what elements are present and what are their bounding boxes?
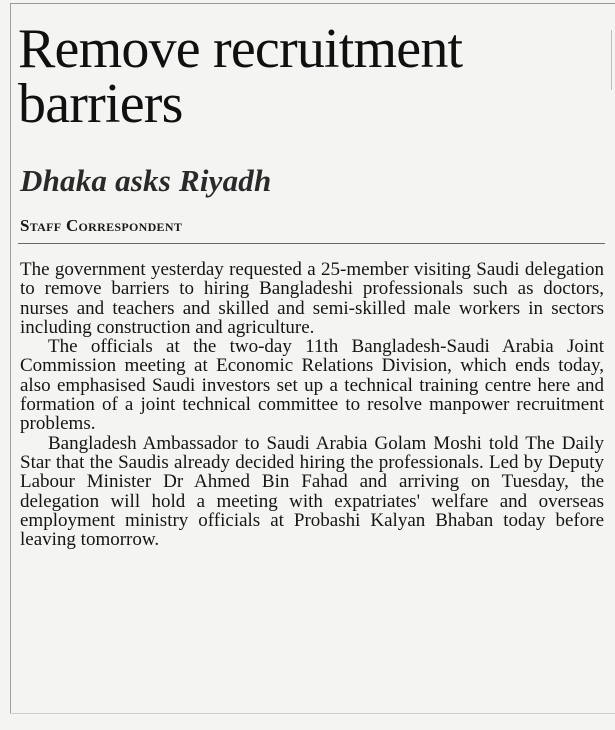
paragraph-1: The government yesterday requested a 25-member visiting Saudi delegation to remove barriers to hiring Bangladeshi professionals such as doctors, nurses and teachers and skilled and semi-skilled male workers in sectors including construction and agriculture.	[20, 259, 604, 338]
headline: Remove recruitment barriers	[18, 18, 463, 135]
paragraph-3: Bangladesh Ambassador to Saudi Arabia Golam Moshi told The Daily Star that the Saudis already decided hiring the professionals. Led by Deputy Labour Minister Dr Ahmed Bin Fahad and arriving on Tuesday, the delegation will hold a meeting with expatriates' welfare and overseas employment ministry officials at Probashi Kalyan Bhaban today before leaving tomorrow.	[20, 432, 604, 551]
left-border-rule	[10, 3, 11, 714]
top-border-rule	[10, 3, 615, 4]
bottom-border-rule	[10, 713, 615, 714]
paragraph-2: The officials at the two-day 11th Bangladesh-Saudi Arabia Joint Commission meeting at Economic Relations Division, which ends today, also emphasised Saudi investors set up a technical training centre here and formation of a joint technical committee to resolve manpower recruitment problems.	[20, 336, 604, 435]
byline: Staff Correspondent	[20, 216, 183, 235]
right-border-rule	[611, 30, 612, 90]
byline-divider	[18, 243, 605, 244]
kicker-subheadline: Dhaka asks Riyadh	[20, 163, 272, 198]
article-body	[20, 260, 604, 549]
